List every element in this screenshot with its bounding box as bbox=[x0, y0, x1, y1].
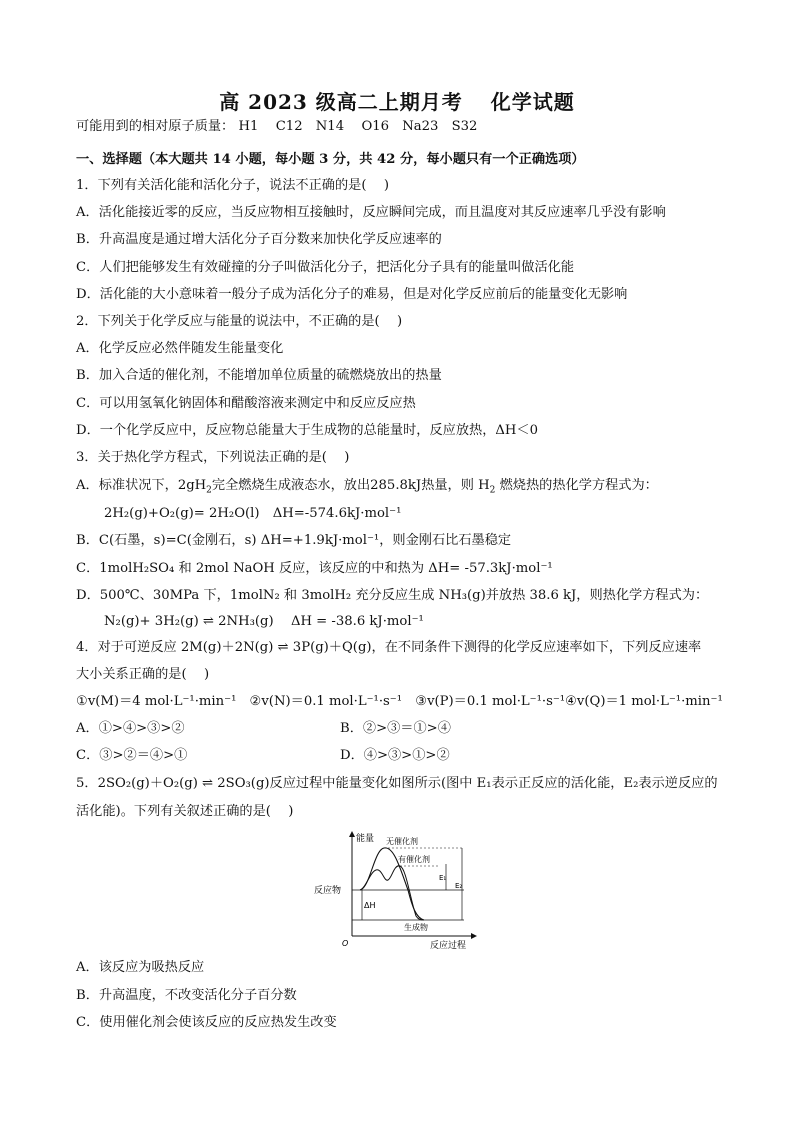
curve-with-catalyst bbox=[360, 866, 424, 920]
no-catalyst-label: 无催化剂 bbox=[386, 837, 418, 846]
delta-h-label: ΔH bbox=[364, 901, 376, 910]
e2-label: E₂ bbox=[455, 882, 463, 890]
q4-option-a: A．①>④>③>② bbox=[76, 721, 185, 736]
product-label: 生成物 bbox=[404, 923, 428, 932]
q5-option-c: C．使用催化剂会使该反应的反应热发生改变 bbox=[76, 1015, 337, 1030]
q3-option-a: A．标准状况下，$2gH_2$完全燃烧生成液态水，放出285.8kJ热量，则 $H_2$ 燃烧热的热化学方程式为： bbox=[76, 478, 658, 496]
q2-option-a: A．化学反应必然伴随发生能量变化 bbox=[76, 341, 284, 356]
q3-option-d-equation: N₂(g)+ 3H₂(g) ⇌ 2NH₃(g) ΔH = -38.6 kJ·mol⁻¹ bbox=[104, 614, 424, 629]
section-heading: 一、选择题（本大题共 14 小题，每小题 3 分，共 42 分，每小题只有一个正确选项） bbox=[76, 152, 585, 167]
q4-stem-line1: 4．对于可逆反应 2M(g)＋2N(g) ⇌ 3P(g)＋Q(g)，在不同条件下测得的化学反应速率如下，下列反应速率 bbox=[76, 640, 702, 655]
q5-option-a: A．该反应为吸热反应 bbox=[76, 960, 205, 975]
q1-stem: 1．下列有关活化能和活化分子，说法不正确的是( ) bbox=[76, 178, 389, 193]
q2-option-d: D．一个化学反应中，反应物总能量大于生成物的总能量时，反应放热，ΔH＜0 bbox=[76, 423, 538, 438]
q3-option-d: D．500℃、30MPa 下，1molN₂ 和 3molH₂ 充分反应生成 NH₃(g)并放热 38.6 kJ，则热化学方程式为： bbox=[76, 588, 709, 603]
q4-option-c: C．③>②＝④>① bbox=[76, 748, 188, 763]
q3-option-a-equation: 2H₂(g)+O₂(g)= 2H₂O(l) ΔH=-574.6kJ·mol⁻¹ bbox=[104, 506, 402, 521]
reactant-label: 反应物 bbox=[314, 886, 342, 896]
with-catalyst-label: 有催化剂 bbox=[398, 855, 430, 864]
q3-stem: 3．关于热化学方程式，下列说法正确的是( ) bbox=[76, 450, 350, 465]
q1-option-d: D．活化能的大小意味着一般分子成为活化分子的难易，但是对化学反应前后的能量变化无影响 bbox=[76, 287, 628, 302]
energy-diagram bbox=[312, 828, 482, 952]
q1-option-b: B．升高温度是通过增大活化分子百分数来加快化学反应速率的 bbox=[76, 232, 442, 247]
q2-option-b: B．加入合适的催化剂，不能增加单位质量的硫燃烧放出的热量 bbox=[76, 368, 442, 383]
q5-stem-line2: 活化能)。下列有关叙述正确的是( ) bbox=[76, 804, 294, 819]
q3-option-c: C．1molH₂SO₄ 和 2mol NaOH 反应，该反应的中和热为 ΔH= -57.3kJ·mol⁻¹ bbox=[76, 561, 553, 576]
q5-stem-line1: 5．2SO₂(g)＋O₂(g) ⇌ 2SO₃(g)反应过程中能量变化如图所示(图中 E₁表示正反应的活化能，E₂表示逆反应的 bbox=[76, 776, 718, 791]
y-axis-label: 能量 bbox=[356, 834, 375, 844]
origin-label: O bbox=[342, 939, 349, 948]
q4-options-row2 bbox=[76, 747, 450, 765]
q1-option-a: A．活化能接近零的反应，当反应物相互接触时，反应瞬间完成，而且温度对其反应速率几乎没有影响 bbox=[76, 205, 666, 220]
q4-option-b: B．②>③＝①>④ bbox=[340, 721, 451, 736]
q5-option-b: B．升高温度，不改变活化分子百分数 bbox=[76, 988, 297, 1003]
q3-option-b: B．C(石墨，s)=C(金刚石，s) ΔH=+1.9kJ·mol⁻¹，则金刚石比石墨稳定 bbox=[76, 533, 512, 548]
q4-rates: ①v(M)＝4 mol·L⁻¹·min⁻¹ ②v(N)＝0.1 mol·L⁻¹·s⁻¹ ③v(P)＝0.1 mol·L⁻¹·s⁻¹④v(Q)＝1 mol·L⁻¹·min⁻¹ bbox=[76, 694, 723, 709]
e1-label: E₁ bbox=[439, 874, 447, 882]
q4-stem-line2: 大小关系正确的是( ) bbox=[76, 667, 210, 682]
q2-stem: 2．下列关于化学反应与能量的说法中，不正确的是( ) bbox=[76, 314, 403, 329]
q2-option-c: C．可以用氢氧化钠固体和醋酸溶液来测定中和反应反应热 bbox=[76, 396, 416, 411]
q4-option-d: D．④>③>①>② bbox=[340, 748, 450, 763]
atomic-masses: 可能用到的相对原子质量： H1 C12 N14 O16 Na23 S32 bbox=[76, 119, 478, 134]
energy-diagram-svg bbox=[312, 828, 482, 952]
q4-options-row1 bbox=[76, 720, 451, 738]
q1-option-c: C．人们把能够发生有效碰撞的分子叫做活化分子，把活化分子具有的能量叫做活化能 bbox=[76, 260, 575, 275]
page-title: 高 2023 级高二上期月考 化学试题 bbox=[219, 90, 575, 114]
x-axis-label: 反应过程 bbox=[430, 941, 467, 951]
